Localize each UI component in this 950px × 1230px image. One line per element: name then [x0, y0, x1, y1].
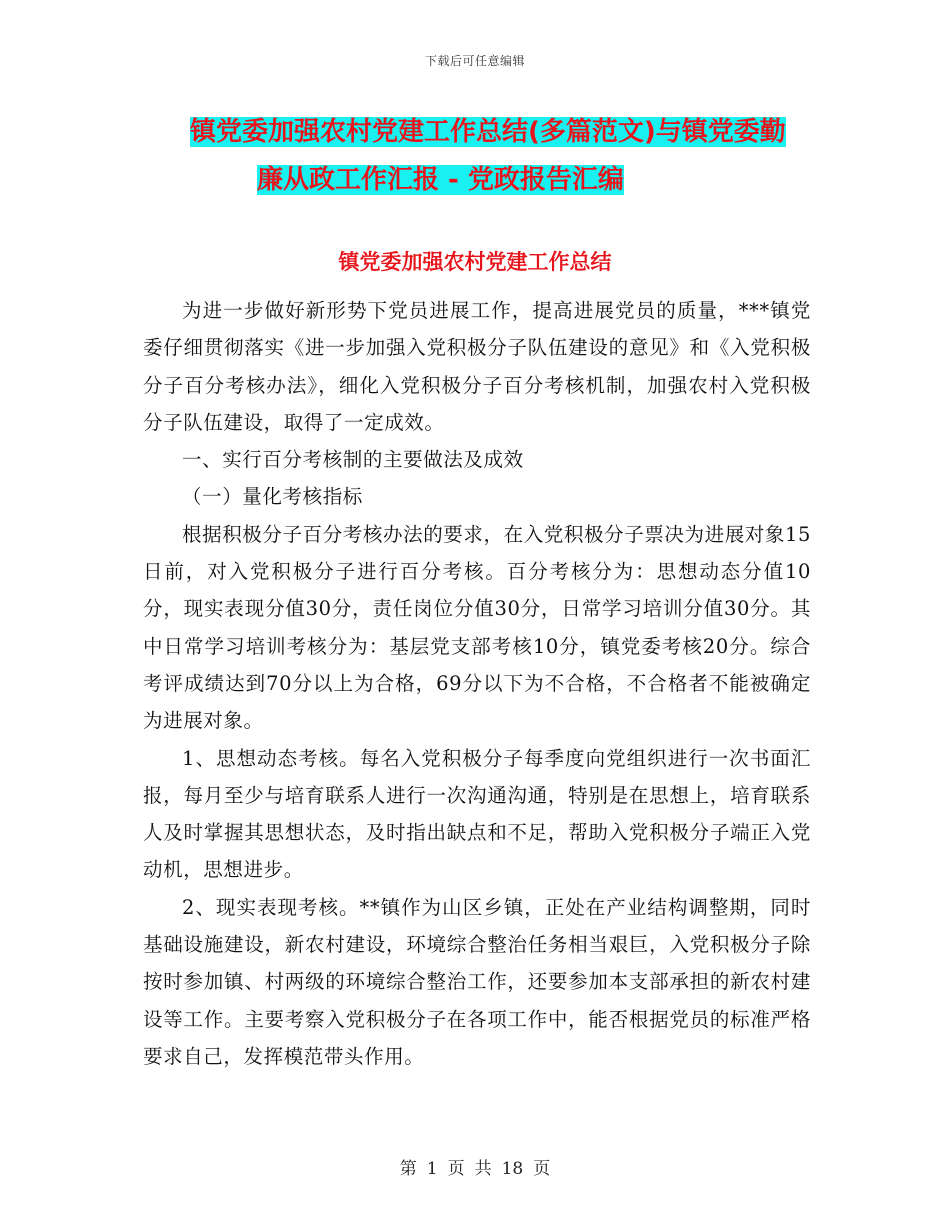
document-title	[190, 108, 830, 204]
page-number: 1	[426, 1159, 438, 1179]
heading-level1: 一、实行百分考核制的主要做法及成效	[182, 448, 524, 472]
paragraph-scoring: 根据积极分子百分考核办法的要求，在入党积极分子票决为进展对象15日前，对入党积极分子进行百分考核。百分考核分为：思想动态分值10分，现实表现分值30分，责任岗位分值30分，日常学习培训分值30分。其中日常学习培训考核分为：基层党支部考核10分，镇党委考核20分。综合考评成绩达到70分以上为合格，69分以下为不合格，不合格者不能被确定为进展对象。	[143, 522, 812, 733]
document-body	[143, 292, 811, 1075]
footer-prefix: 第	[399, 1159, 417, 1179]
paragraph-intro: 为进一步做好新形势下党员进展工作，提高进展党员的质量，***镇党委仔细贯彻落实《进一步加强入党积极分子队伍建设的意见》和《入党积极分子百分考核办法》，细化入党积极分子百分考核机制，加强农村入党积极分子队伍建设，取得了一定成效。	[143, 299, 811, 434]
heading-level2: （一）量化考核指标	[182, 485, 363, 509]
paragraph-performance-assessment: 2、现实表现考核。**镇作为山区乡镇，正处在产业结构调整期，同时基础设施建设，新农村建设，环境综合整治任务相当艰巨，入党积极分子除按时参加镇、村两级的环境综合整治工作，还要参加本支部承担的新农村建设等工作。主要考察入党积极分子在各项工作中，能否根据党员的标准严格要求自己，发挥模范带头作用。	[143, 895, 811, 1068]
footer-total-word: 共	[474, 1159, 492, 1179]
page-total: 18	[501, 1159, 524, 1179]
page-footer	[0, 1154, 950, 1179]
paragraph-thought-assessment: 1、思想动态考核。每名入党积极分子每季度向党组织进行一次书面汇报，每月至少与培育联系人进行一次沟通沟通，特别是在思想上，培育联系人及时掌握其思想状态，及时指出缺点和不足，帮助入党积极分子端正入党动机，思想进步。	[143, 746, 811, 882]
section-title: 镇党委加强农村党建工作总结	[338, 250, 612, 274]
document-title-line1: 镇党委加强农村党建工作总结(多篇范文)与镇党委勤	[190, 117, 786, 147]
document-title-line2: 廉从政工作汇报 - 党政报告汇编	[257, 165, 624, 195]
footer-suffix: 页	[533, 1159, 551, 1179]
footer-page-word: 页	[447, 1159, 465, 1179]
header-note: 下载后可任意编辑	[424, 54, 525, 68]
